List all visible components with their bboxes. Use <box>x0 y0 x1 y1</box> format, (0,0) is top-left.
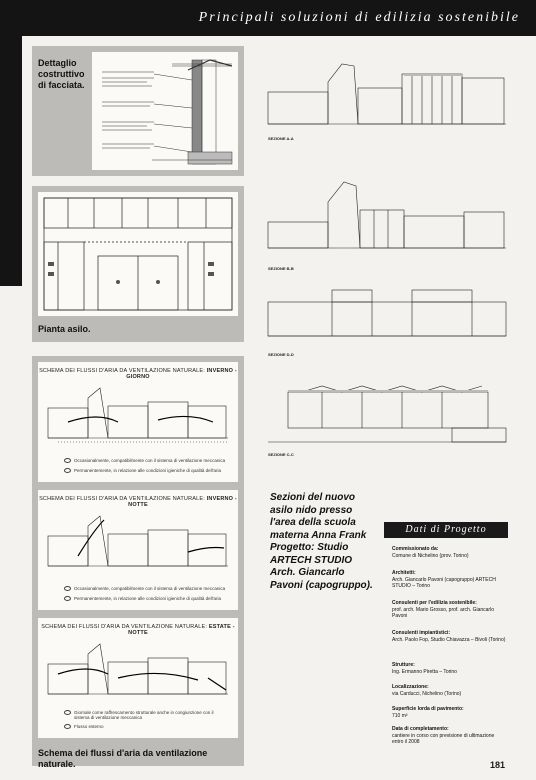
schema-title: SCHEMA DEI FLUSSI D'ARIA DA VENTILAZIONE NATURALE: ESTATE - NOTTE <box>41 624 235 636</box>
data-item: Consulenti per l'edilizia sostenibile: prof. arch. Mario Grosso, prof. arch. Giancarlo Pavoni <box>392 600 494 620</box>
schema-title: SCHEMA DEI FLUSSI D'ARIA DA VENTILAZIONE NATURALE: INVERNO - NOTTE <box>39 496 237 508</box>
legend-text: Occasionalmente, compatibilmente con il sistema di ventilazione meccanica <box>74 586 226 591</box>
data-item: Localizzazione: via Carducci, Nichelino (Torino) <box>392 684 462 697</box>
section-label: SEZIONE D-D <box>268 352 294 357</box>
page-number: 181 <box>490 760 506 770</box>
side-bar <box>0 36 22 286</box>
facade-caption: Dettaglio costruttivo di facciata. <box>38 58 85 90</box>
legend-permanent-icon <box>64 596 71 601</box>
schema-title: SCHEMA DEI FLUSSI D'ARIA DA VENTILAZIONE NATURALE: INVERNO - GIORNO <box>39 368 237 380</box>
legend-cooling-icon <box>64 710 71 715</box>
page-title: Principali soluzioni di edilizia sostenibile <box>198 10 520 25</box>
legend-permanent-icon <box>64 468 71 473</box>
legend-text: Occasionalmente, compatibilmente con il sistema di ventilazione meccanica <box>74 458 226 463</box>
plan-caption: Pianta asilo. <box>38 324 91 334</box>
facade-detail-svg <box>92 52 238 170</box>
legend-text: Flusso esterno <box>74 724 104 729</box>
data-item: Architetti: Arch. Giancarlo Pavoni (capogruppo) ARTECH STUDIO – Torino <box>392 570 496 590</box>
project-data-header <box>384 522 508 538</box>
schema-winter-night <box>38 490 238 610</box>
section-label: SEZIONE A-A <box>268 136 294 141</box>
schema-section-svg <box>38 362 238 482</box>
schema-section-svg <box>38 618 238 738</box>
plan-drawing <box>38 192 238 316</box>
legend-external-icon <box>64 724 71 729</box>
legend-occasional-icon <box>64 586 71 591</box>
section-label: SEZIONE C-C <box>268 452 294 457</box>
schema-winter-day <box>38 362 238 482</box>
facade-detail-panel <box>32 46 244 176</box>
facade-detail-drawing <box>92 52 238 170</box>
schema-section-svg <box>38 490 238 610</box>
section-label: SEZIONE B-B <box>268 266 294 271</box>
data-item: Strutture: Ing. Ermanno Piretta – Torino <box>392 662 457 675</box>
project-data-title: Dati di Progetto <box>405 524 487 535</box>
data-item: Commissionato da: Comune di Nichelino (prov. Torino) <box>392 546 469 559</box>
legend-text: Permanentemente, in relazione alle condizioni igieniche di qualità dell'aria <box>74 468 221 473</box>
data-item: Superficie lorda di pavimento: 710 m² <box>392 706 464 719</box>
legend-text: Giornale come raffrescamento strutturale anche in congiunzione con il sistema di ventilazione meccanica <box>74 710 214 720</box>
airflow-panel <box>32 356 244 769</box>
data-item: Data di completamento: cantiere in corso con previsione di ultimazione entro il 2008 <box>392 726 495 746</box>
project-description: Sezioni del nuovo asilo nido presso l'area della scuola materna Anna Frank Progetto: Studio ARTECH STUDIO Arch. Giancarlo Pavoni (capogruppo). <box>270 492 373 591</box>
plan-panel <box>32 186 244 342</box>
project-data-box <box>384 538 508 750</box>
airflow-caption: Schema dei flussi d'aria da ventilazione naturale. <box>38 748 208 769</box>
data-item: Consulenti impiantistici: Arch. Paolo Fop, Studio Chiavazza – Bivoli (Torino) <box>392 630 506 643</box>
legend-occasional-icon <box>64 458 71 463</box>
schema-summer-night <box>38 618 238 738</box>
sections-svg <box>262 52 512 452</box>
legend-text: Permanentemente, in relazione alle condizioni igieniche di qualità dell'aria <box>74 596 221 601</box>
plan-svg <box>38 192 238 316</box>
